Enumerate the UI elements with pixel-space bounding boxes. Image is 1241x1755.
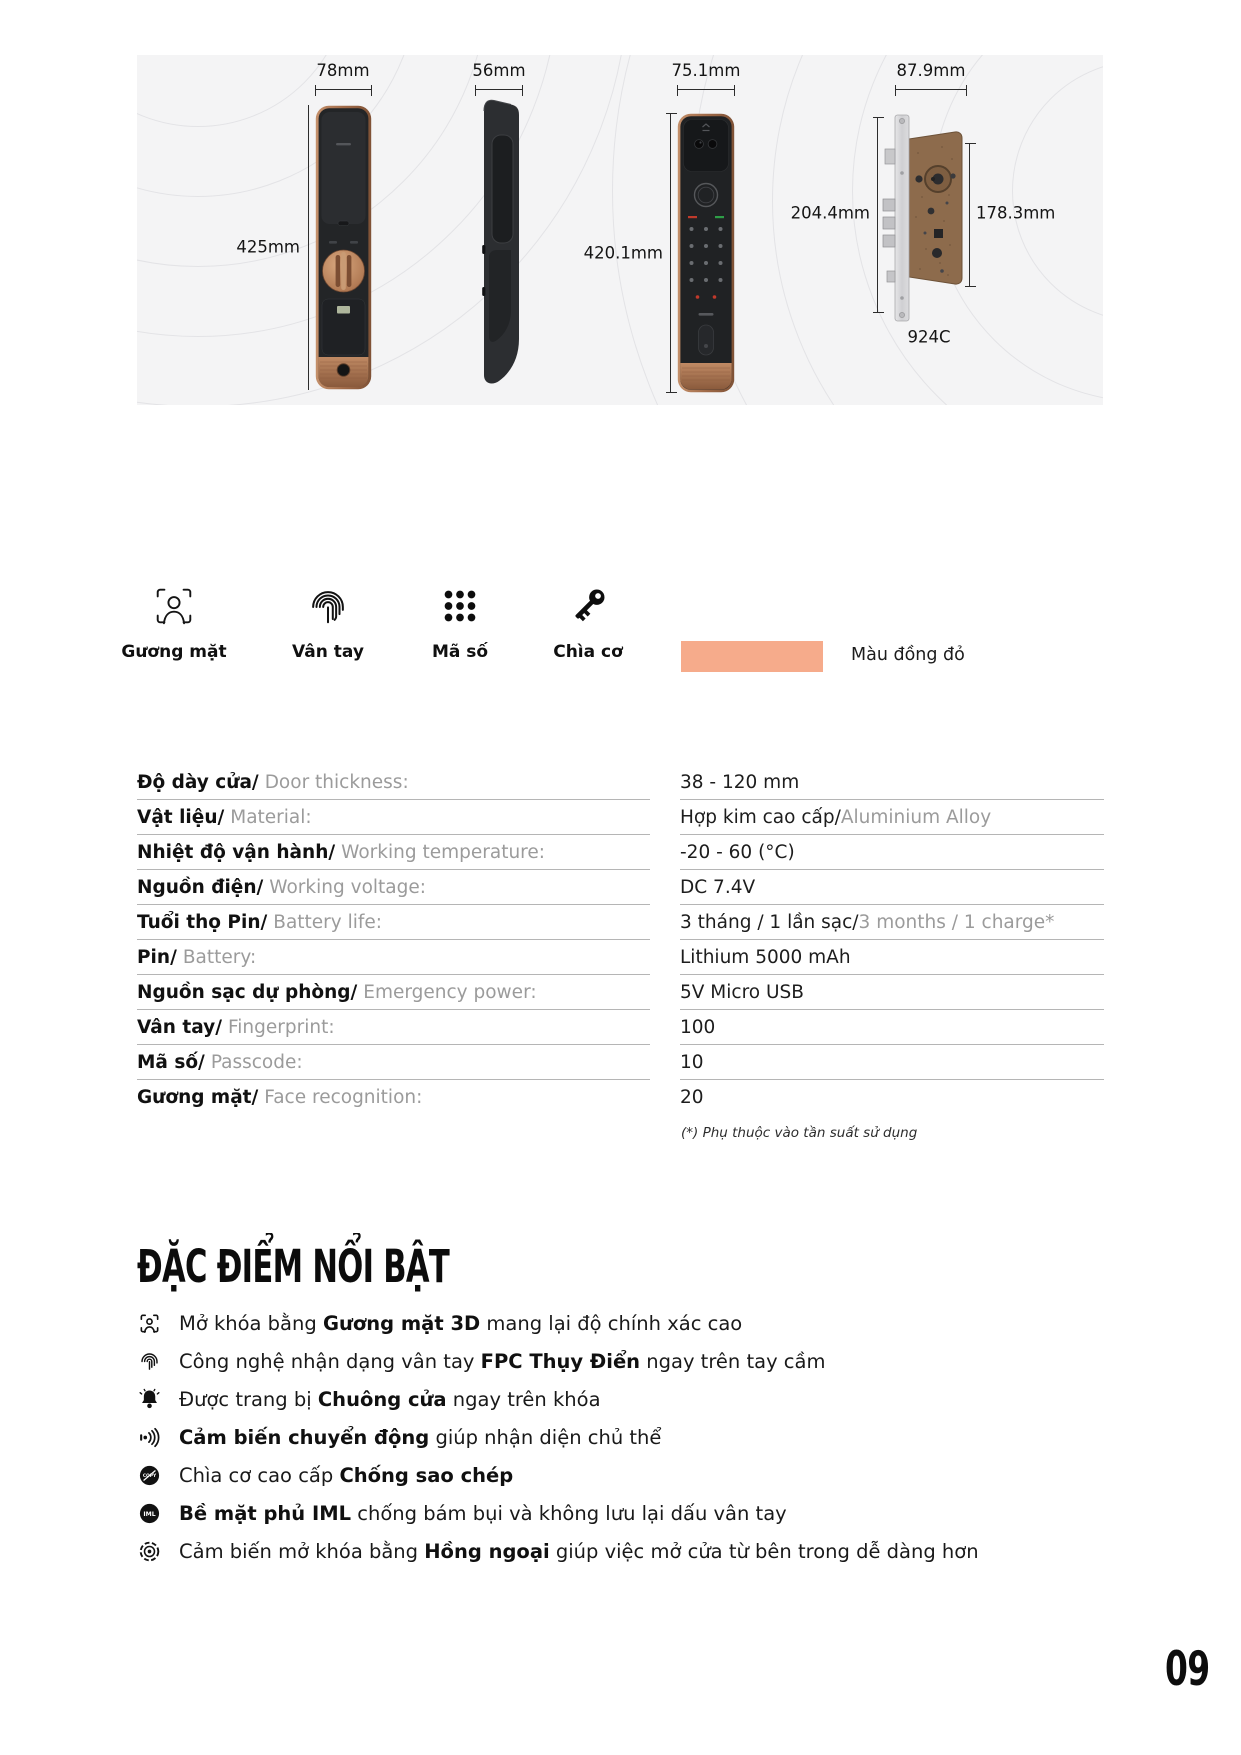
spec-label-en: Emergency power: bbox=[363, 981, 537, 1003]
spec-value-main: 100 bbox=[680, 1016, 716, 1038]
fingerprint-icon bbox=[305, 583, 351, 633]
lock-front-view-image bbox=[677, 113, 735, 393]
page-number: 09 bbox=[1164, 1642, 1209, 1697]
spec-label-vi: Pin/ bbox=[137, 946, 177, 968]
spec-label-en: Working temperature: bbox=[341, 841, 545, 863]
spec-row bbox=[137, 1010, 1104, 1045]
spec-value-main: 3 tháng / 1 lần sạc/ bbox=[680, 911, 859, 933]
spec-value-secondary: 3 months / 1 charge* bbox=[858, 911, 1055, 933]
spec-label bbox=[137, 870, 650, 905]
feature-text: Cảm biến chuyển động giúp nhận diện chủ thể bbox=[179, 1425, 662, 1449]
unlock-method-passcode bbox=[405, 583, 515, 662]
spec-value-main: 20 bbox=[680, 1087, 704, 1108]
passcode-icon bbox=[437, 583, 483, 633]
spec-row bbox=[137, 800, 1104, 835]
dim-mortise-overall-height: 204.4mm bbox=[790, 203, 870, 223]
unlock-method-face bbox=[119, 583, 229, 662]
spec-label-vi: Nguồn sạc dự phòng/ bbox=[137, 981, 358, 1003]
spec-value bbox=[680, 835, 1104, 870]
features-title: ĐẶC ĐIỂM NỔI BẬT bbox=[137, 1240, 450, 1293]
dim-front-height: 420.1mm bbox=[583, 243, 663, 263]
spec-row bbox=[137, 765, 1104, 800]
spec-label-vi: Nhiệt độ vận hành/ bbox=[137, 841, 336, 863]
lock-side-view-image bbox=[475, 97, 523, 392]
spec-label bbox=[137, 1080, 650, 1115]
unlock-method-key bbox=[533, 583, 643, 662]
spec-label-en: Material: bbox=[230, 806, 312, 828]
spec-label-en: Door thickness: bbox=[264, 771, 409, 793]
spec-value-main: -20 - 60 (°C) bbox=[680, 841, 795, 863]
spec-row bbox=[137, 940, 1104, 975]
dim-side-width: 56mm bbox=[472, 61, 526, 80]
feature-text: Cảm biến mở khóa bằng Hồng ngoại giúp việc mở cửa từ bên trong dễ dàng hơn bbox=[179, 1539, 979, 1563]
anti-copy-icon bbox=[137, 1464, 162, 1487]
feature-text: Công nghệ nhận dạng vân tay FPC Thụy Điển ngay trên tay cầm bbox=[179, 1349, 826, 1373]
feature-text: Bề mặt phủ IML chống bám bụi và không lưu lại dấu vân tay bbox=[179, 1501, 787, 1525]
feature-item bbox=[137, 1304, 979, 1342]
spec-label bbox=[137, 940, 650, 975]
unlock-method-label: Chìa cơ bbox=[553, 642, 623, 662]
key-icon bbox=[565, 583, 611, 633]
spec-value bbox=[680, 870, 1104, 905]
spec-value-main: 5V Micro USB bbox=[680, 981, 804, 1003]
lock-back-view-image bbox=[315, 105, 372, 390]
dim-back-height: 425mm bbox=[236, 237, 300, 257]
spec-label-vi: Gương mặt/ bbox=[137, 1087, 259, 1108]
face-scan-icon bbox=[137, 1312, 162, 1335]
face-recognition-icon bbox=[151, 583, 197, 633]
spec-value bbox=[680, 1080, 1104, 1115]
spec-value bbox=[680, 905, 1104, 940]
measure-line-mortise-overall bbox=[877, 117, 878, 313]
spec-label bbox=[137, 1010, 650, 1045]
measure-line-side-width bbox=[475, 89, 523, 90]
spec-row bbox=[137, 905, 1104, 940]
dim-mortise-model: 924C bbox=[907, 327, 951, 347]
feature-item bbox=[137, 1532, 979, 1570]
spec-value bbox=[680, 800, 1104, 835]
spec-label bbox=[137, 835, 650, 870]
spec-label bbox=[137, 1045, 650, 1080]
spec-value-main: Lithium 5000 mAh bbox=[680, 946, 851, 968]
fingerprint-icon bbox=[137, 1350, 162, 1373]
feature-item bbox=[137, 1418, 979, 1456]
spec-label-vi: Vật liệu/ bbox=[137, 806, 225, 828]
measure-line-front-width bbox=[677, 89, 735, 90]
spec-value bbox=[680, 1045, 1104, 1080]
svg-text:IML: IML bbox=[143, 1510, 156, 1518]
unlock-method-label: Gương mặt bbox=[121, 642, 227, 662]
feature-text: Chìa cơ cao cấp Chống sao chép bbox=[179, 1463, 514, 1487]
spec-row bbox=[137, 835, 1104, 870]
color-swatch bbox=[681, 641, 823, 672]
doorbell-icon bbox=[137, 1388, 162, 1411]
spec-value-main: 10 bbox=[680, 1051, 704, 1073]
spec-row bbox=[137, 1080, 1104, 1115]
unlock-method-label: Mã số bbox=[431, 642, 489, 662]
spec-label bbox=[137, 765, 650, 800]
spec-label bbox=[137, 975, 650, 1010]
dim-front-width: 75.1mm bbox=[671, 61, 741, 80]
motion-sensor-icon bbox=[137, 1426, 162, 1449]
feature-item bbox=[137, 1380, 979, 1418]
spec-label-vi: Nguồn điện/ bbox=[137, 876, 264, 898]
spec-label-en: Face recognition: bbox=[264, 1087, 423, 1108]
measure-line-mortise-width bbox=[895, 89, 967, 90]
spec-value-main: DC 7.4V bbox=[680, 876, 756, 898]
spec-value-main: Hợp kim cao cấp/ bbox=[680, 806, 841, 828]
spec-label-vi: Tuổi thọ Pin/ bbox=[137, 911, 268, 933]
spec-label-vi: Vân tay/ bbox=[137, 1016, 222, 1038]
dim-back-width: 78mm bbox=[316, 61, 370, 80]
features-list bbox=[137, 1304, 979, 1570]
color-swatch-label: Màu đồng đỏ bbox=[851, 645, 965, 665]
unlock-method-label: Vân tay bbox=[292, 642, 364, 662]
spec-value bbox=[680, 1010, 1104, 1045]
spec-value bbox=[680, 975, 1104, 1010]
measure-line-front-height bbox=[670, 113, 671, 393]
spec-label bbox=[137, 800, 650, 835]
measure-line-back-height bbox=[308, 105, 309, 390]
spec-label-en: Battery life: bbox=[273, 911, 383, 933]
measure-line-back-width bbox=[315, 89, 372, 90]
iml-icon bbox=[137, 1502, 162, 1525]
spec-value bbox=[680, 765, 1104, 800]
dim-mortise-width: 87.9mm bbox=[896, 61, 966, 80]
feature-text: Mở khóa bằng Gương mặt 3D mang lại độ chính xác cao bbox=[179, 1311, 743, 1335]
dim-mortise-body-height: 178.3mm bbox=[976, 203, 1056, 223]
spec-label-vi: Mã số/ bbox=[137, 1051, 205, 1073]
spec-row bbox=[137, 1045, 1104, 1080]
spec-table bbox=[137, 765, 1104, 1115]
mortise-lock-image bbox=[882, 113, 977, 323]
background-arc bbox=[137, 55, 629, 405]
svg-text:COPY: COPY bbox=[142, 1473, 157, 1479]
unlock-method-fingerprint bbox=[273, 583, 383, 662]
spec-label bbox=[137, 905, 650, 940]
feature-text: Được trang bị Chuông cửa ngay trên khóa bbox=[179, 1387, 601, 1411]
spec-value-main: 38 - 120 mm bbox=[680, 771, 800, 793]
feature-item bbox=[137, 1456, 979, 1494]
spec-value bbox=[680, 940, 1104, 975]
infrared-icon bbox=[137, 1540, 162, 1563]
spec-label-en: Passcode: bbox=[210, 1051, 303, 1073]
spec-value-secondary: Aluminium Alloy bbox=[840, 806, 992, 828]
spec-row bbox=[137, 870, 1104, 905]
spec-label-en: Fingerprint: bbox=[227, 1016, 335, 1038]
spec-label-vi: Độ dày cửa/ bbox=[137, 771, 259, 793]
feature-item bbox=[137, 1494, 979, 1532]
spec-label-en: Working voltage: bbox=[269, 876, 426, 898]
product-diagram-panel bbox=[137, 55, 1103, 405]
spec-row bbox=[137, 975, 1104, 1010]
spec-label-en: Battery: bbox=[182, 946, 257, 968]
feature-item bbox=[137, 1342, 979, 1380]
spec-footnote: (*) Phụ thuộc vào tần suất sử dụng bbox=[681, 1125, 918, 1141]
